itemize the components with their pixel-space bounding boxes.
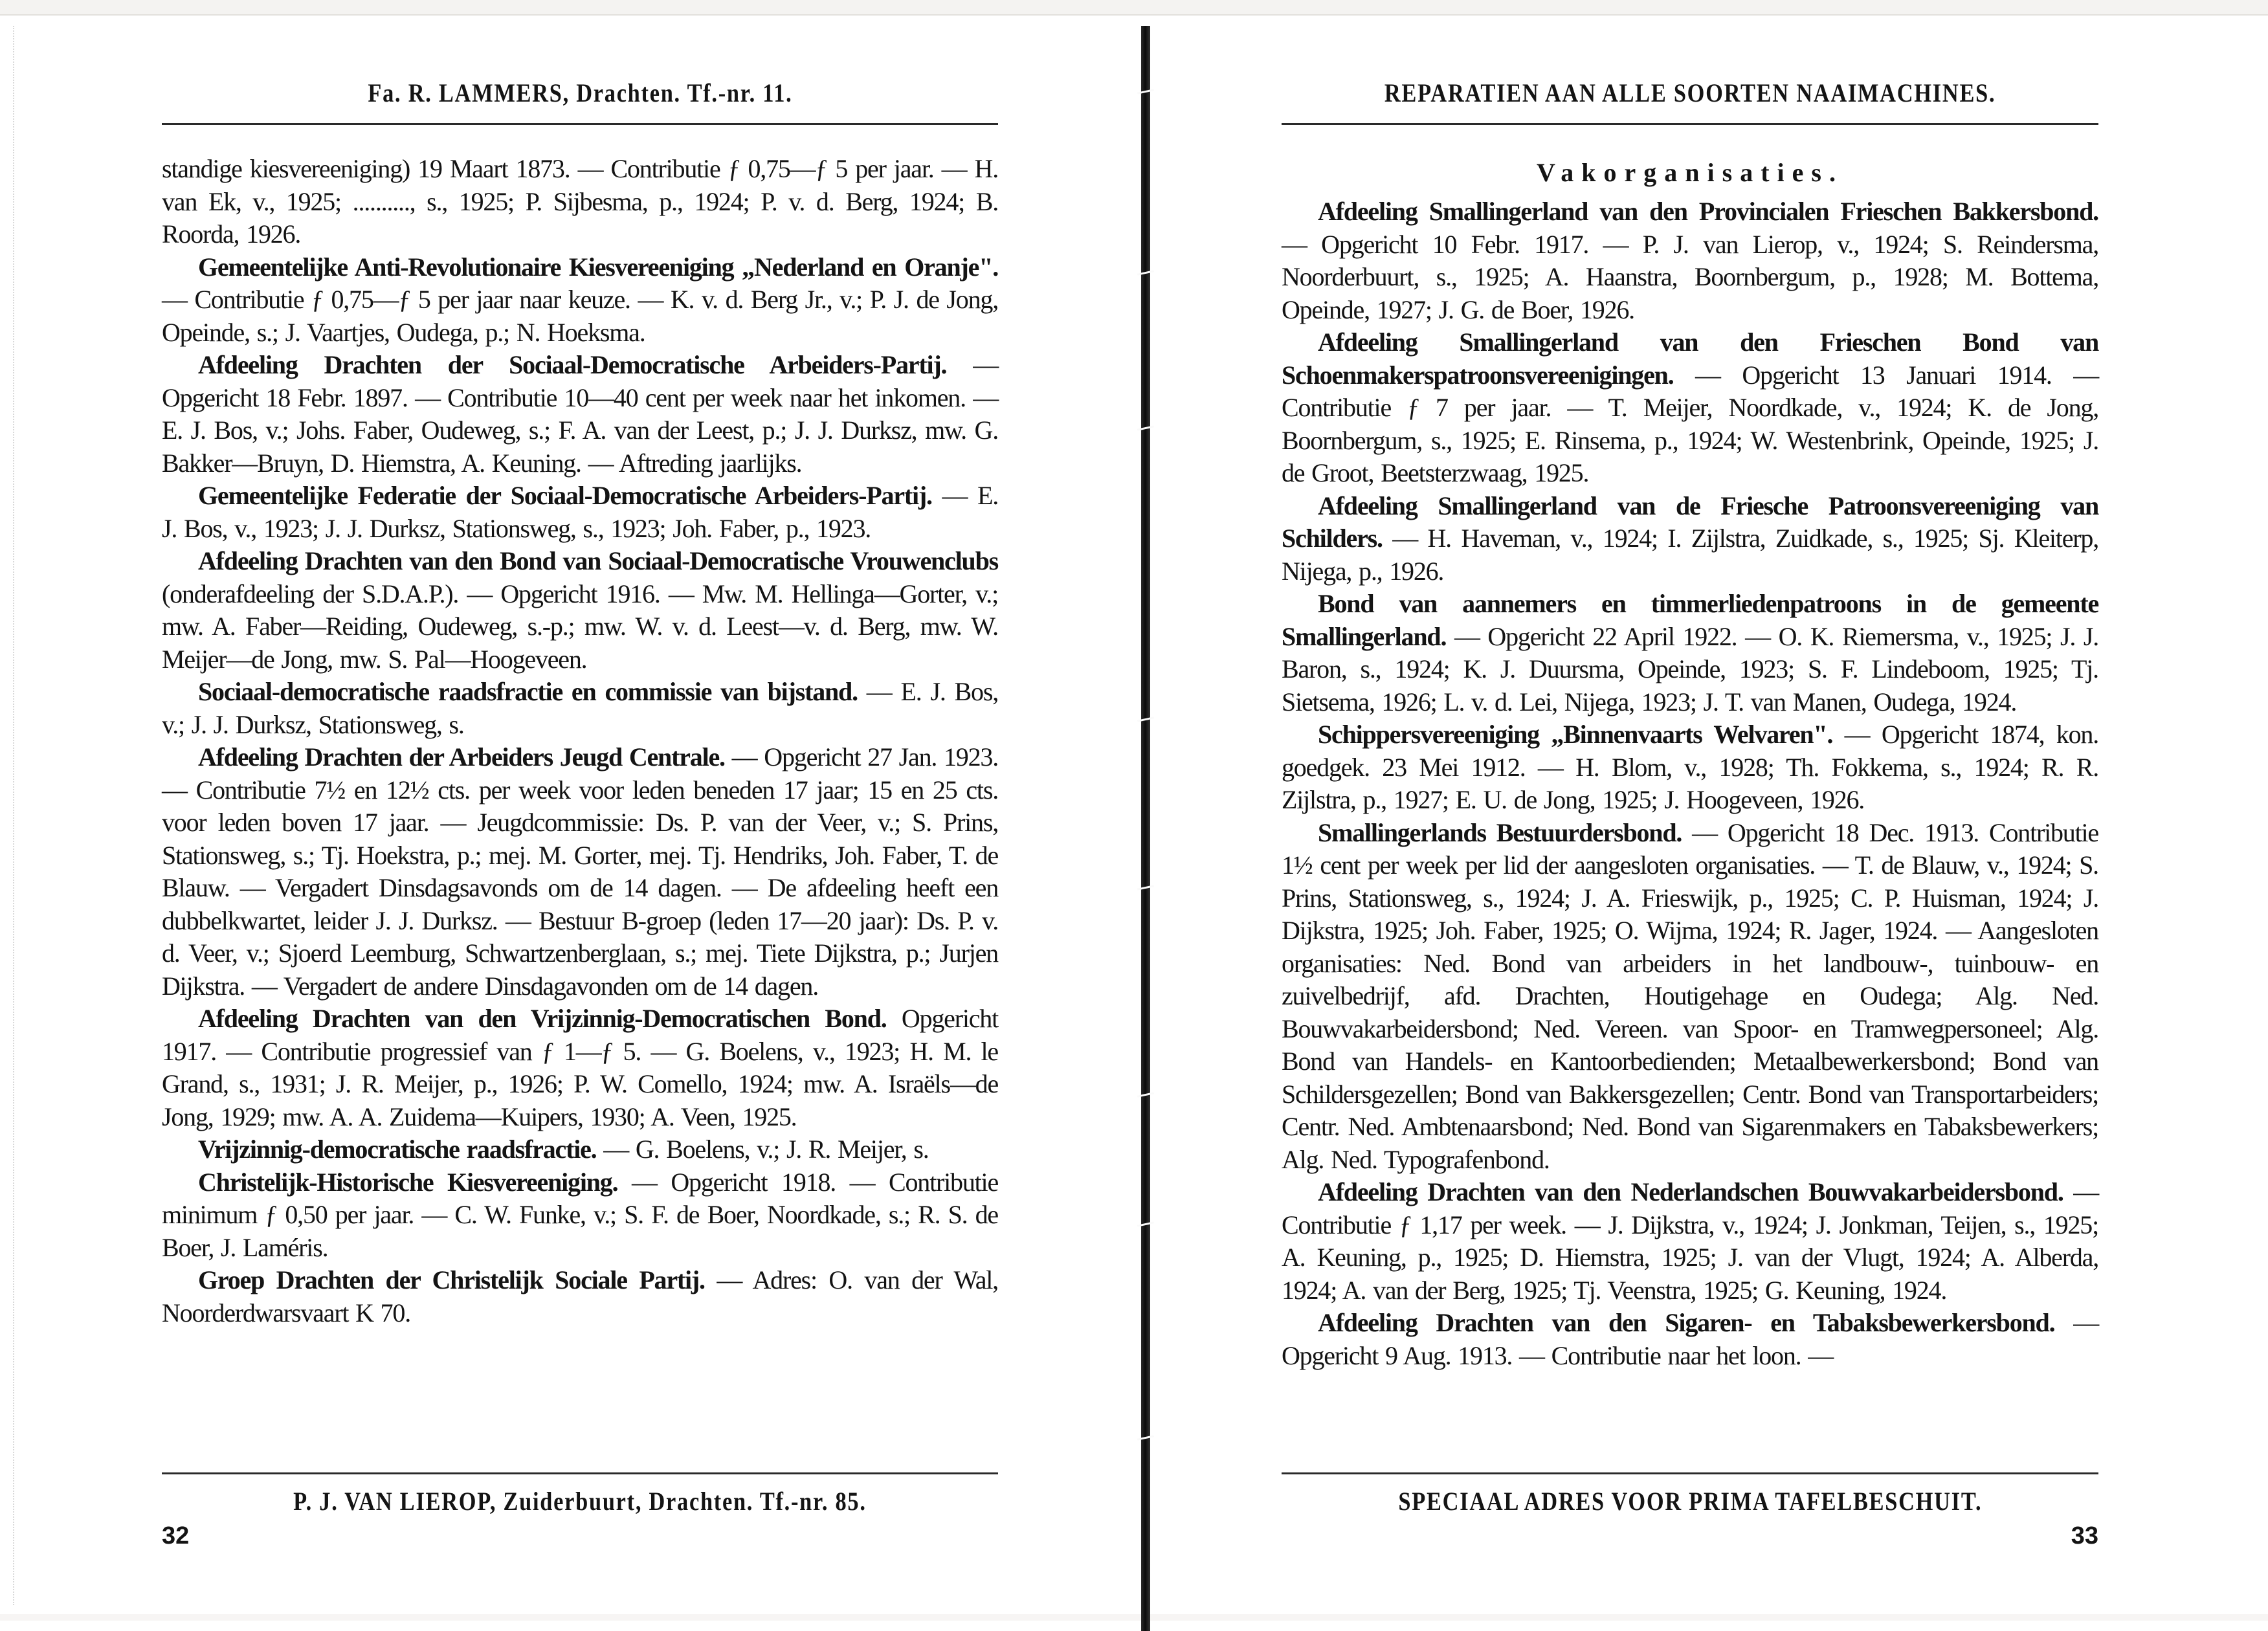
right-page-body [1282, 153, 2098, 1372]
left-running-head [162, 78, 998, 108]
entry-heading: Gemeentelijke Anti-Revolutionaire Kiesvereeniging „Nederland en Oranje". [198, 252, 998, 282]
right-footer-advert [1282, 1486, 2098, 1516]
entry [162, 480, 998, 545]
entry-text: — Opgericht 18 Febr. 1897. — Contributie 10—40 cent per week naar het inkomen. — E. J. Bos, v.; Johs. Faber, Oudeweg, s.; F. A. van der Leest, p.; J. J. Durksz, mw. G. Bakker—Bruyn, D. Hiemstra, A. Keuning. — Aftreding jaarlijks. [162, 350, 998, 478]
page-number-left: 32 [162, 1522, 190, 1549]
right-header-rule [1282, 123, 2098, 125]
entry [1282, 195, 2098, 326]
entry-text: — Opgericht 1918. — Contributie minimum ƒ 0,50 per jaar. — C. W. Funke, v.; S. F. de Boer, Noordkade, s.; R. S. de Boer, J. Laméris. [162, 1167, 998, 1262]
entry [1282, 588, 2098, 718]
entry-heading: Smallingerlands Bestuurdersbond. [1318, 817, 1682, 847]
left-footer-advert [162, 1486, 998, 1516]
entry-heading: Bond van aannemers en timmerliedenpatroons in de gemeente Smallingerland. [1282, 589, 2098, 651]
entry [1282, 1307, 2098, 1372]
entry [162, 349, 998, 480]
entry-text: — Adres: O. van der Wal, Noorderdwarsvaart K 70. [162, 1265, 998, 1327]
right-running-head [1282, 78, 2098, 108]
entry [162, 1003, 998, 1133]
entry [1282, 326, 2098, 490]
right-running-head-text: REPARATIEN AAN ALLE SOORTEN NAAIMACHINES. [1384, 78, 1996, 107]
spine-stitch [1137, 270, 1154, 275]
entry-text: — Opgericht 13 Januari 1914. — Contributie ƒ 7 per jaar. — T. Meijer, Noordkade, v., 1924; K. de Jong, Boornbergum, s., 1925; E. Rinsema, p., 1924; W. Westenbrink, Opeinde, 1925; J. de Groot, Beetsterzwaag, 1925. [1282, 360, 2098, 487]
left-header-rule [162, 123, 998, 125]
spine-stitch [1137, 1221, 1154, 1226]
left-footer-text: P. J. VAN LIEROP, Zuiderbuurt, Drachten. Tf.-nr. 85. [293, 1487, 867, 1516]
entry-heading: Afdeeling Drachten der Arbeiders Jeugd Centrale. [198, 742, 725, 771]
entry-heading: Sociaal-democratische raadsfractie en commissie van bijstand. [198, 677, 858, 706]
right-page [1282, 0, 2098, 1621]
spine-stitch [1137, 425, 1154, 430]
left-page [162, 0, 998, 1621]
entry-text: (onderafdeeling der S.D.A.P.). — Opgericht 1916. — Mw. M. Hellinga—Gorter, v.; mw. A. Faber—Reiding, Oudeweg, s.-p.; mw. W. v. d. Leest—v. d. Berg, mw. W. Meijer—de Jong, mw. S. Pal—Hoogeveen. [162, 579, 998, 674]
entry-text: — Opgericht 1874, kon. goedgek. 23 Mei 1912. — H. Blom, v., 1928; Th. Fokkema, s., 1924; R. R. Zijlstra, p., 1927; E. U. de Jong, 1925; J. Hoogeveen, 1926. [1282, 720, 2098, 814]
right-footer-rule [1282, 1472, 2098, 1474]
entry-text: — Opgericht 27 Jan. 1923. — Contributie 7½ en 12½ cts. per week voor leden beneden 17 jaar; 15 en 25 cts. voor leden boven 17 jaar. — Jeugdcommissie: Ds. P. van der Veer, v.; S. Prins, Stationsweg, s.; Tj. Hoekstra, p.; mej. M. Gorter, mej. Tj. Hendriks, Joh. Faber, T. de Blauw. — Vergadert Dinsdagsavonds om de 14 dagen. — De afdeeling heeft een dubbelkwartet, leider J. J. Durksz. — Bestuur B-groep (leden 17—20 jaar): Ds. P. v. d. Veer, v.; Sjoerd Leemburg, Schwartzenberglaan, s.; mej. Tiete Dijkstra, p.; Jurjen Dijkstra. — Vergadert de andere Dinsdagavonden om de 14 dagen. [162, 742, 998, 1001]
book-spine-gutter [1141, 26, 1150, 1631]
right-footer-text: SPECIAAL ADRES VOOR PRIMA TAFELBESCHUIT. [1398, 1487, 1982, 1516]
entry [1282, 718, 2098, 817]
entry [162, 1166, 998, 1265]
entry-heading: Afdeeling Drachten der Sociaal-Democratische Arbeiders-Partij. [198, 350, 947, 379]
entry-text: — Opgericht 18 Dec. 1913. Contributie 1½ cent per week per lid der aangesloten organisaties. — T. de Blauw, v., 1924; S. Prins, Stationsweg, s., 1924; J. A. Frieswijk, p., 1925; C. P. Huisman, 1924; J. Dijkstra, 1925; Joh. Faber, 1925; O. Wijma, 1924; R. Jager, 1924. — Aangesloten organisaties: Ned. Bond van arbeiders in het landbouw-, tuinbouw- en zuivelbedrijf, afd. Drachten, Houtigehage en Oudega; Alg. Ned. Bouwvakarbeidersbond; Ned. Vereen. van Spoor- en Tramwegpersoneel; Alg. Bond van Handels- en Kantoorbedienden; Metaalbewerkersbond; Bond van Schildersgezellen; Bond van Bakkersgezellen; Centr. Bond van Transportarbeiders; Centr. Ned. Ambtenaarsbond; Ned. Bond van Sigarenmakers en Tabaksbewerkers; Alg. Ned. Typografenbond. [1282, 817, 2098, 1174]
entry [162, 251, 998, 350]
entry-text: — Opgericht 22 April 1922. — O. K. Riemersma, v., 1925; J. J. Baron, s., 1924; K. J. Duursma, Opeinde, 1923; S. F. Lindeboom, 1925; Tj. Sietsema, 1926; L. v. d. Lei, Nijega, 1923; J. T. van Manen, Oudega, 1924. [1282, 621, 2098, 716]
entry [1282, 1176, 2098, 1307]
entry-text: Opgericht 1917. — Contributie progressief van ƒ 1—ƒ 5. — G. Boelens, v., 1923; H. M. le Grand, s., 1931; J. R. Meijer, p., 1926; P. W. Comello, 1924; mw. A. Israëls—de Jong, 1929; mw. A. A. Zuidema—Kuipers, 1930; A. Veen, 1925. [162, 1004, 998, 1131]
spine-stitch [1137, 1435, 1154, 1440]
entry-heading: Vrijzinnig-democratische raadsfractie. [198, 1135, 597, 1164]
entry-heading: Afdeeling Drachten van den Vrijzinnig-Democratischen Bond. [198, 1004, 887, 1033]
entry-heading: Afdeeling Drachten van den Bond van Sociaal-Democratische Vrouwenclubs [198, 546, 998, 575]
entry [162, 545, 998, 676]
entry-text: — Opgericht 9 Aug. 1913. — Contributie naar het loon. — [1282, 1308, 2098, 1370]
spine-stitch [1137, 1092, 1154, 1097]
entry [162, 676, 998, 741]
entry-heading: Christelijk-Historische Kiesvereeniging. [198, 1167, 618, 1197]
entry-text: — Opgericht 10 Febr. 1917. — P. J. van Lierop, v., 1924; S. Reindersma, Noorderbuurt, s., 1925; A. Haanstra, Boornbergum, p., 1928; M. Bottema, Opeinde, 1927; J. G. de Boer, 1926. [1282, 229, 2098, 324]
entry-text: — E. J. Bos, v., 1923; J. J. Durksz, Stationsweg, s., 1923; Joh. Faber, p., 1923. [162, 481, 998, 543]
entry-heading: Afdeeling Smallingerland van de Friesche Patroonsvereeniging van Schilders. [1282, 491, 2098, 553]
left-running-head-text: Fa. R. LAMMERS, Drachten. Tf.-nr. 11. [367, 78, 793, 107]
entry-heading: Afdeeling Smallingerland van den Frieschen Bond van Schoenmakerspatroonsvereenigingen. [1282, 327, 2098, 390]
entry-heading: Groep Drachten der Christelijk Sociale Partij. [198, 1265, 705, 1294]
entry-text: — H. Haveman, v., 1924; I. Zijlstra, Zuidkade, s., 1925; Sj. Kleiterp, Nijega, p., 1926. [1282, 524, 2098, 586]
section-title: Vakorganisaties. [1537, 158, 1843, 187]
entry-text: standige kiesvereeniging) 19 Maart 1873. — Contributie ƒ 0,75—ƒ 5 per jaar. — H. van Ek, v., 1925; .........., s., 1925; P. Sijbesma, p., 1924; P. v. d. Berg, 1924; B. Roorda, 1926. [162, 154, 998, 249]
left-footer-rule [162, 1472, 998, 1474]
entry [162, 1133, 998, 1166]
entry-text: — E. J. Bos, v.; J. J. Durksz, Stationsweg, s. [162, 677, 998, 739]
spine-stitch [1137, 885, 1154, 890]
entry-heading: Schippersvereeniging „Binnenvaarts Welvaren". [1318, 720, 1833, 749]
entry [1282, 490, 2098, 588]
entry-text: — Contributie ƒ 0,75—ƒ 5 per jaar naar keuze. — K. v. d. Berg Jr., v.; P. J. de Jong, Opeinde, s.; J. Vaartjes, Oudega, p.; N. Hoeksma. [162, 285, 998, 347]
entry-heading: Afdeeling Smallingerland van den Provincialen Frieschen Bakkersbond. [1318, 197, 2098, 226]
scan-left-edge [13, 26, 16, 1605]
spine-stitch [1137, 89, 1154, 94]
entry [162, 1264, 998, 1329]
entry-text: — Contributie ƒ 1,17 per week. — J. Dijkstra, v., 1924; J. Jonkman, Teijen, s., 1925; A. Keuning, p., 1925; D. Hiemstra, 1925; J. van der Vlugt, 1924; A. Alberda, 1924; A. van der Berg, 1925; Tj. Veenstra, 1925; G. Keuning, 1924. [1282, 1177, 2098, 1305]
entry-text: — G. Boelens, v.; J. R. Meijer, s. [596, 1135, 929, 1164]
page-number-right: 33 [2071, 1522, 2098, 1549]
entry-heading: Afdeeling Drachten van den Nederlandschen Bouwvakarbeidersbond. [1318, 1177, 2063, 1206]
left-page-body [162, 153, 998, 1329]
entry [162, 153, 998, 251]
entry-heading: Afdeeling Drachten van den Sigaren- en Tabaksbewerkersbond. [1318, 1308, 2055, 1337]
spine-stitch [1137, 716, 1154, 722]
entry [162, 741, 998, 1003]
entry-heading: Gemeentelijke Federatie der Sociaal-Democratische Arbeiders-Partij. [198, 481, 932, 510]
entry [1282, 817, 2098, 1177]
